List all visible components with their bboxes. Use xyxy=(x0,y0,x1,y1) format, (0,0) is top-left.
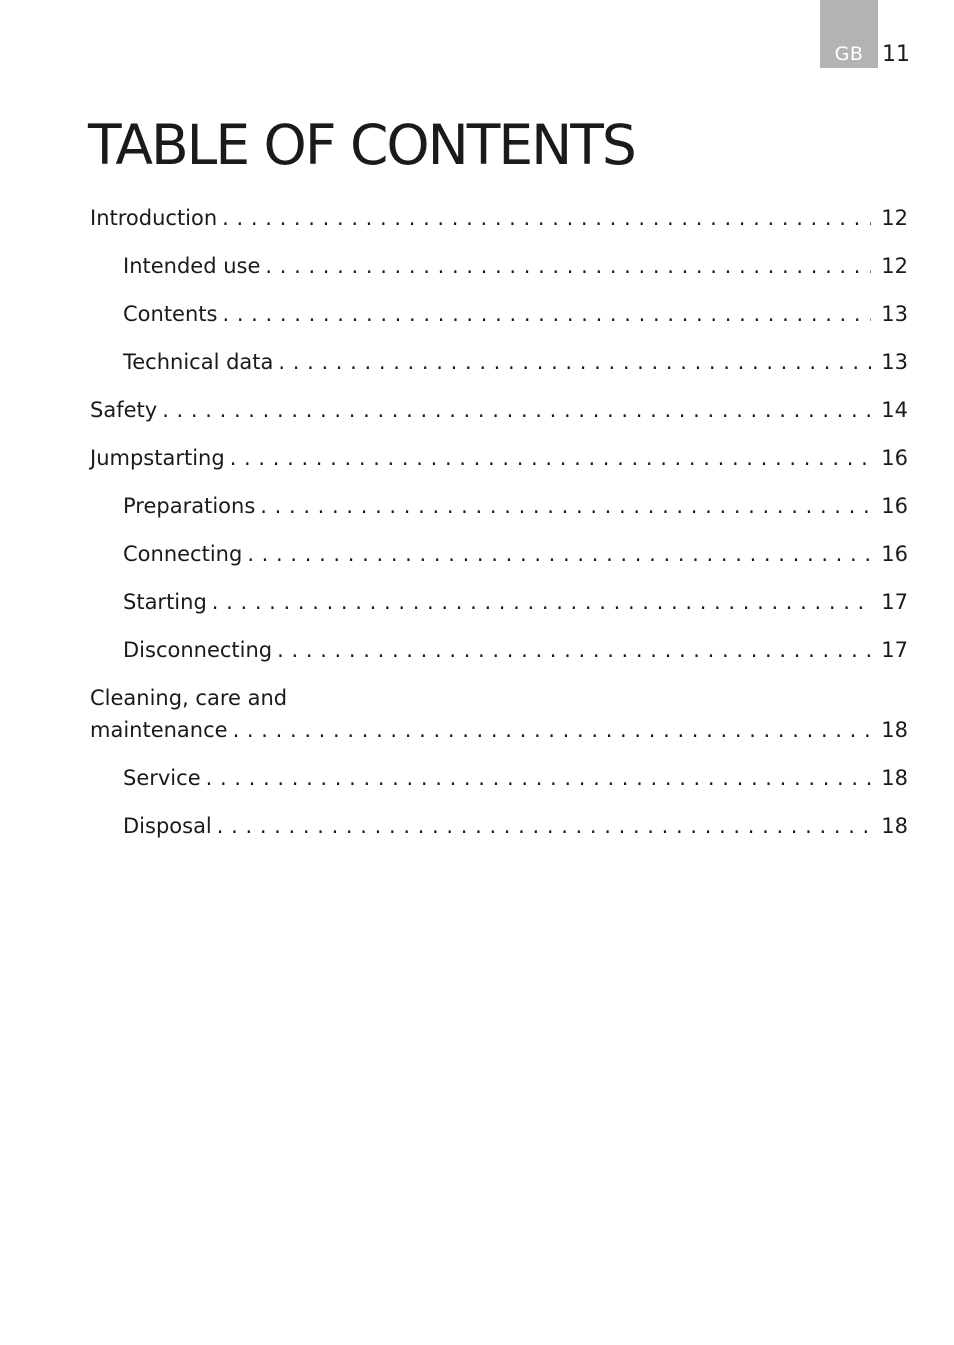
toc-entry-label: Jumpstarting xyxy=(90,446,225,470)
toc-entry-technical-data[interactable] xyxy=(90,346,908,394)
table-of-contents xyxy=(90,202,908,858)
toc-entry-preparations[interactable] xyxy=(90,490,908,538)
toc-entry-contents[interactable] xyxy=(90,298,908,346)
toc-entry-page: 16 xyxy=(881,494,908,518)
toc-dot-leader xyxy=(233,714,872,746)
toc-dot-leader xyxy=(265,250,871,282)
toc-entry-label: Service xyxy=(123,766,201,790)
toc-entry-label: Technical data xyxy=(123,350,274,374)
toc-entry-page: 13 xyxy=(881,302,908,326)
toc-entry-jumpstarting[interactable] xyxy=(90,442,908,490)
toc-dot-leader xyxy=(222,298,871,330)
toc-dot-leader xyxy=(162,394,871,426)
toc-entry-label: Contents xyxy=(123,302,218,326)
language-tab xyxy=(820,0,878,68)
toc-entry-intended-use[interactable] xyxy=(90,250,908,298)
toc-entry-label: Starting xyxy=(123,590,207,614)
toc-dot-leader xyxy=(212,586,871,618)
toc-entry-page: 16 xyxy=(881,542,908,566)
toc-entry-cleaning-care-maintenance[interactable] xyxy=(90,682,908,746)
toc-entry-label: Disposal xyxy=(123,814,212,838)
toc-entry-page: 18 xyxy=(881,814,908,838)
toc-entry-disposal[interactable] xyxy=(90,810,908,858)
toc-dot-leader xyxy=(277,634,871,666)
toc-entry-page: 18 xyxy=(881,766,908,790)
toc-entry-label: Connecting xyxy=(123,542,243,566)
toc-dot-leader xyxy=(206,762,872,794)
toc-entry-starting[interactable] xyxy=(90,586,908,634)
toc-entry-page: 18 xyxy=(881,718,908,742)
toc-entry-page: 12 xyxy=(881,206,908,230)
toc-entry-page: 17 xyxy=(881,638,908,662)
toc-dot-leader xyxy=(217,810,871,842)
toc-entry-label: Introduction xyxy=(90,206,218,230)
toc-entry-label: Preparations xyxy=(123,494,256,518)
toc-dot-leader xyxy=(222,202,871,234)
toc-entry-connecting[interactable] xyxy=(90,538,908,586)
language-tab-label: GB xyxy=(834,43,864,65)
toc-entry-label-line1: Cleaning, care and xyxy=(90,686,288,710)
toc-entry-page: 12 xyxy=(881,254,908,278)
toc-entry-page: 17 xyxy=(881,590,908,614)
page-title: TABLE OF CONTENTS xyxy=(88,113,635,177)
toc-entry-disconnecting[interactable] xyxy=(90,634,908,682)
toc-entry-page: 16 xyxy=(881,446,908,470)
page-number: 11 xyxy=(882,42,910,67)
toc-entry-label-line2: maintenance xyxy=(90,718,228,742)
toc-entry-safety[interactable] xyxy=(90,394,908,442)
toc-dot-leader xyxy=(278,346,871,378)
toc-entry-introduction[interactable] xyxy=(90,202,908,250)
toc-entry-label: Safety xyxy=(90,398,158,422)
toc-entry-service[interactable] xyxy=(90,762,908,810)
toc-entry-page: 13 xyxy=(881,350,908,374)
toc-entry-page: 14 xyxy=(881,398,908,422)
toc-dot-leader xyxy=(230,442,872,474)
toc-entry-label: Intended use xyxy=(123,254,261,278)
toc-dot-leader xyxy=(260,490,871,522)
toc-dot-leader xyxy=(247,538,871,570)
toc-entry-label: Disconnecting xyxy=(123,638,273,662)
